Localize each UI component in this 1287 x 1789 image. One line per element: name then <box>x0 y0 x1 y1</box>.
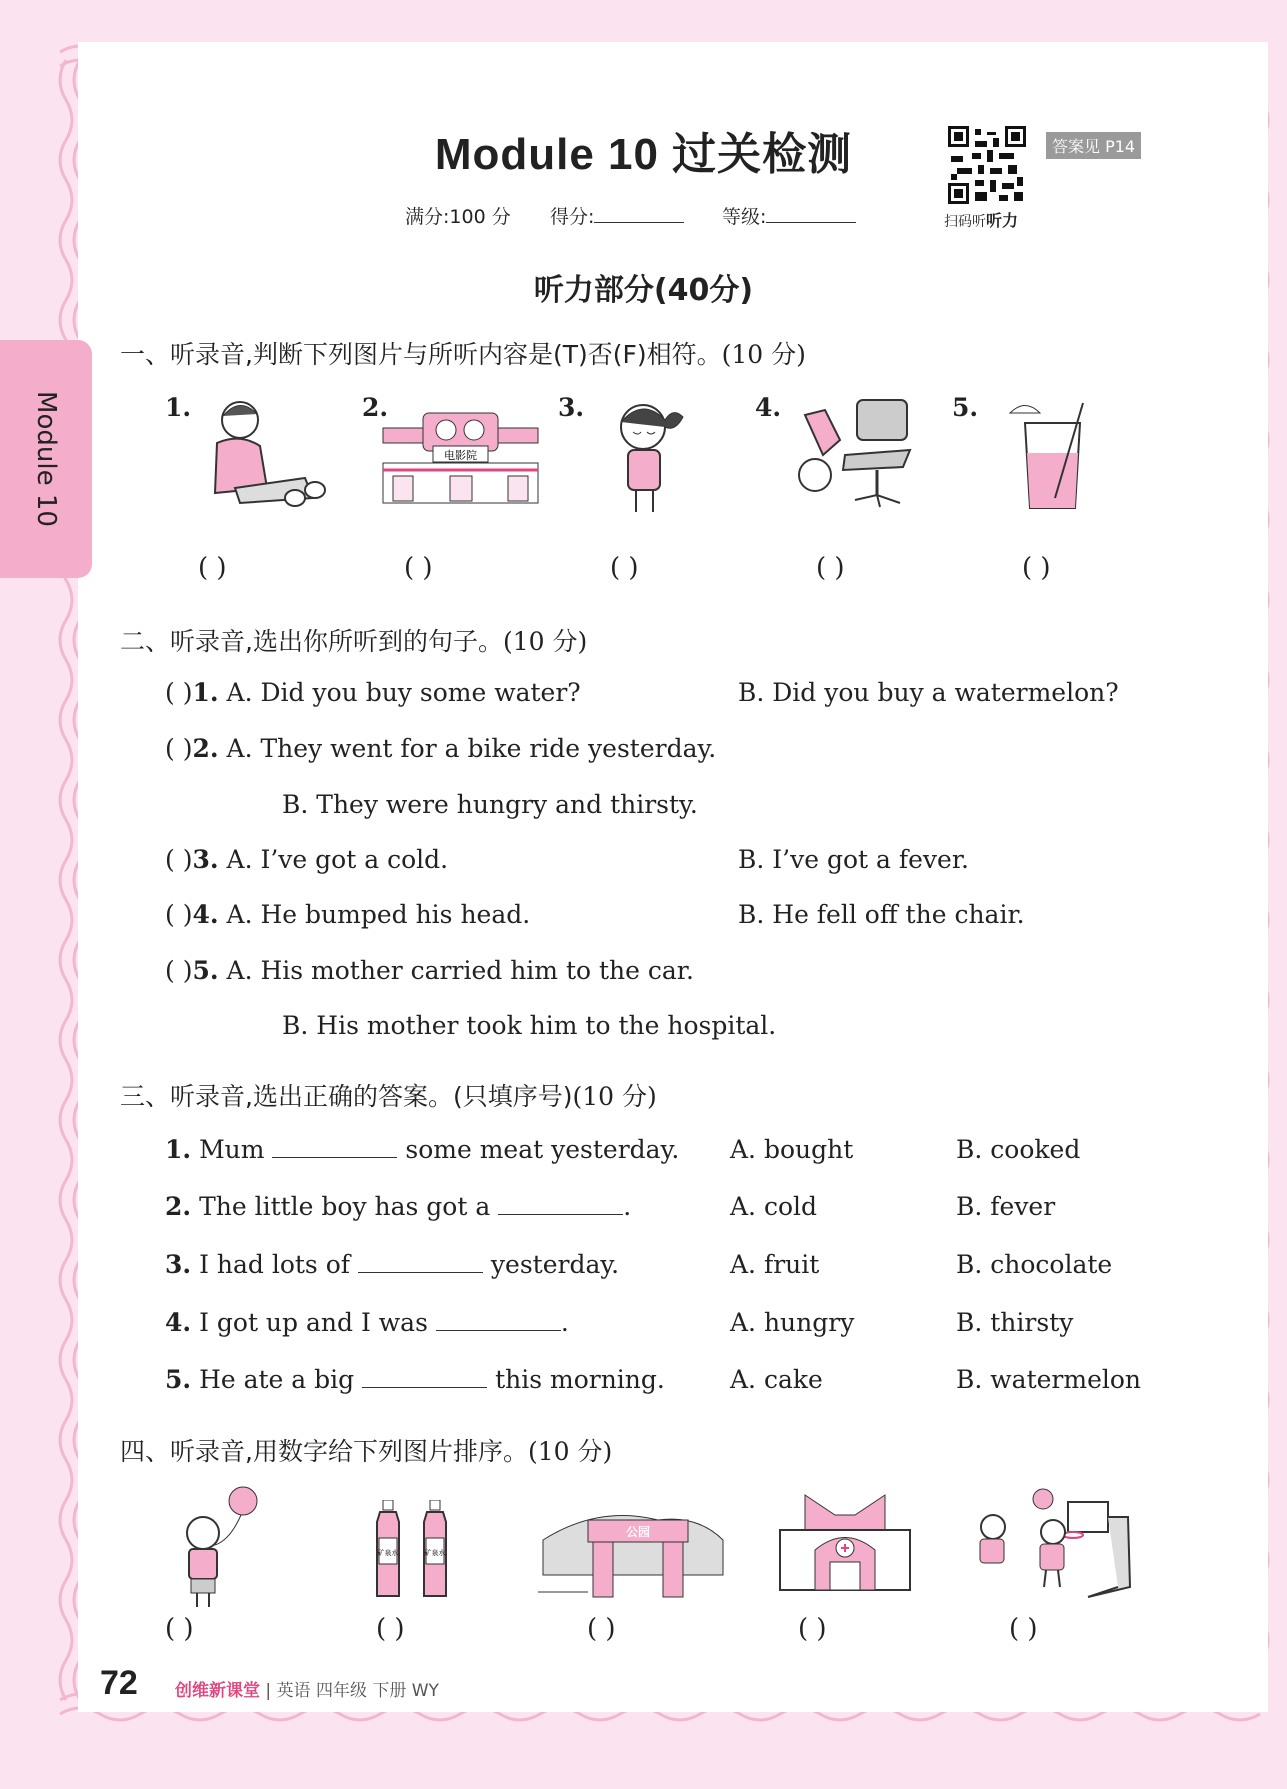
s3-fill-blank[interactable] <box>498 1214 623 1215</box>
s3-item-5-option-b: B. watermelon <box>956 1365 1142 1394</box>
s3-item-4-option-a: A. hungry <box>730 1308 855 1337</box>
s1-number-3: 3. <box>558 393 585 422</box>
cinema-sign: 电影院 <box>444 449 477 462</box>
s3-item-3-option-a: A. fruit <box>730 1250 820 1279</box>
s4-answer-blank-5[interactable]: ( ) <box>1009 1614 1038 1644</box>
s2-item-4-option-b: B. He fell off the chair. <box>738 900 1025 929</box>
qr-caption: 扫码听听力 <box>944 211 1019 230</box>
kids-basketball-image <box>968 1487 1143 1602</box>
s3-fill-blank[interactable] <box>272 1157 397 1158</box>
qr-code-icon[interactable] <box>948 126 1026 204</box>
section1-heading: 一、听录音,判断下列图片与所听内容是(T)否(F)相符。(10 分) <box>120 340 806 369</box>
s1-answer-blank-1[interactable]: ( ) <box>198 553 227 583</box>
s2-item-3-option-b: B. I’ve got a fever. <box>738 845 969 874</box>
s2-item-5: ( )5. A. His mother carried him to the car. <box>165 956 694 985</box>
bottle-label-2: 矿泉水 <box>424 1549 446 1557</box>
s2-item-2-option-b: B. They were hungry and thirsty. <box>282 790 698 819</box>
park-sign: 公园 <box>625 1525 651 1539</box>
grade-field[interactable] <box>722 202 856 229</box>
section4-heading: 四、听录音,用数字给下列图片排序。(10 分) <box>120 1437 613 1466</box>
s1-answer-blank-2[interactable]: ( ) <box>404 553 433 583</box>
s2-item-5-option-b: B. His mother took him to the hospital. <box>282 1011 777 1040</box>
full-score: 满分:100 分 <box>405 206 511 228</box>
s3-item-4-option-b: B. thirsty <box>956 1308 1074 1337</box>
section3-heading: 三、听录音,选出正确的答案。(只填序号)(10 分) <box>120 1082 657 1111</box>
s1-answer-blank-5[interactable]: ( ) <box>1022 553 1051 583</box>
s3-item-5: 5. He ate a big this morning. <box>165 1365 665 1394</box>
listening-section-title: 听力部分(40分) <box>533 273 754 308</box>
s2-item-4: ( )4. A. He bumped his head. <box>165 900 531 929</box>
s4-answer-blank-2[interactable]: ( ) <box>376 1614 405 1644</box>
s2-answer-blank[interactable]: ( ) <box>165 900 193 929</box>
s1-answer-blank-3[interactable]: ( ) <box>610 553 639 583</box>
s2-item-1-option-b: B. Did you buy a watermelon? <box>738 678 1119 707</box>
s2-answer-blank[interactable]: ( ) <box>165 956 193 985</box>
s3-item-1-option-a: A. bought <box>730 1135 854 1164</box>
s4-answer-blank-1[interactable]: ( ) <box>165 1614 194 1644</box>
s3-item-2-option-a: A. cold <box>730 1192 817 1221</box>
s1-number-2: 2. <box>362 393 389 422</box>
s2-item-1: ( )1. A. Did you buy some water? <box>165 678 581 707</box>
boy-falling-chair-image <box>785 395 925 515</box>
boy-with-balloon-image <box>175 1485 265 1610</box>
s1-number-4: 4. <box>755 393 782 422</box>
s3-item-1-option-b: B. cooked <box>956 1135 1081 1164</box>
park-gate-image <box>538 1500 728 1600</box>
hospital-image <box>775 1490 915 1605</box>
s3-item-2: 2. The little boy has got a . <box>165 1192 632 1221</box>
answer-reference-badge: 答案见 P14 <box>1046 132 1141 159</box>
s1-answer-blank-4[interactable]: ( ) <box>816 553 845 583</box>
section2-heading: 二、听录音,选出你所听到的句子。(10 分) <box>120 627 588 656</box>
cinema-image <box>378 408 543 508</box>
s3-item-5-option-a: A. cake <box>730 1365 823 1394</box>
water-bottles-image <box>375 1500 465 1600</box>
bottle-label-1: 矿泉水 <box>377 1549 399 1557</box>
s3-fill-blank[interactable] <box>436 1330 561 1331</box>
grade-label: 等级: <box>722 206 767 228</box>
juice-glass-image <box>1005 398 1105 513</box>
s2-item-3: ( )3. A. I’ve got a cold. <box>165 845 449 874</box>
boy-sitting-image <box>195 398 330 513</box>
s4-answer-blank-4[interactable]: ( ) <box>798 1614 827 1644</box>
score-field[interactable] <box>550 202 684 229</box>
s3-item-3: 3. I had lots of yesterday. <box>165 1250 620 1279</box>
page-title: Module 10 过关检测 <box>434 130 853 179</box>
s3-item-4: 4. I got up and I was . <box>165 1308 569 1337</box>
s2-answer-blank[interactable]: ( ) <box>165 734 193 763</box>
s3-fill-blank[interactable] <box>358 1272 483 1273</box>
s3-fill-blank[interactable] <box>362 1387 487 1388</box>
s2-item-2: ( )2. A. They went for a bike ride yesterday. <box>165 734 717 763</box>
s2-answer-blank[interactable]: ( ) <box>165 845 193 874</box>
s2-answer-blank[interactable]: ( ) <box>165 678 193 707</box>
s3-item-3-option-b: B. chocolate <box>956 1250 1113 1279</box>
sick-girl-image <box>603 392 693 517</box>
s3-item-1: 1. Mum some meat yesterday. <box>165 1135 680 1164</box>
side-tab <box>0 340 92 578</box>
score-label: 得分: <box>550 206 595 228</box>
s1-number-5: 5. <box>952 393 979 422</box>
s3-item-2-option-b: B. fever <box>956 1192 1056 1221</box>
side-tab-label: Module 10 <box>31 391 61 527</box>
page-number: 72 <box>100 1664 138 1702</box>
footer-info: 创维新课堂 | 英语 四年级 下册 WY <box>175 1681 439 1701</box>
s4-answer-blank-3[interactable]: ( ) <box>587 1614 616 1644</box>
s1-number-1: 1. <box>165 393 192 422</box>
